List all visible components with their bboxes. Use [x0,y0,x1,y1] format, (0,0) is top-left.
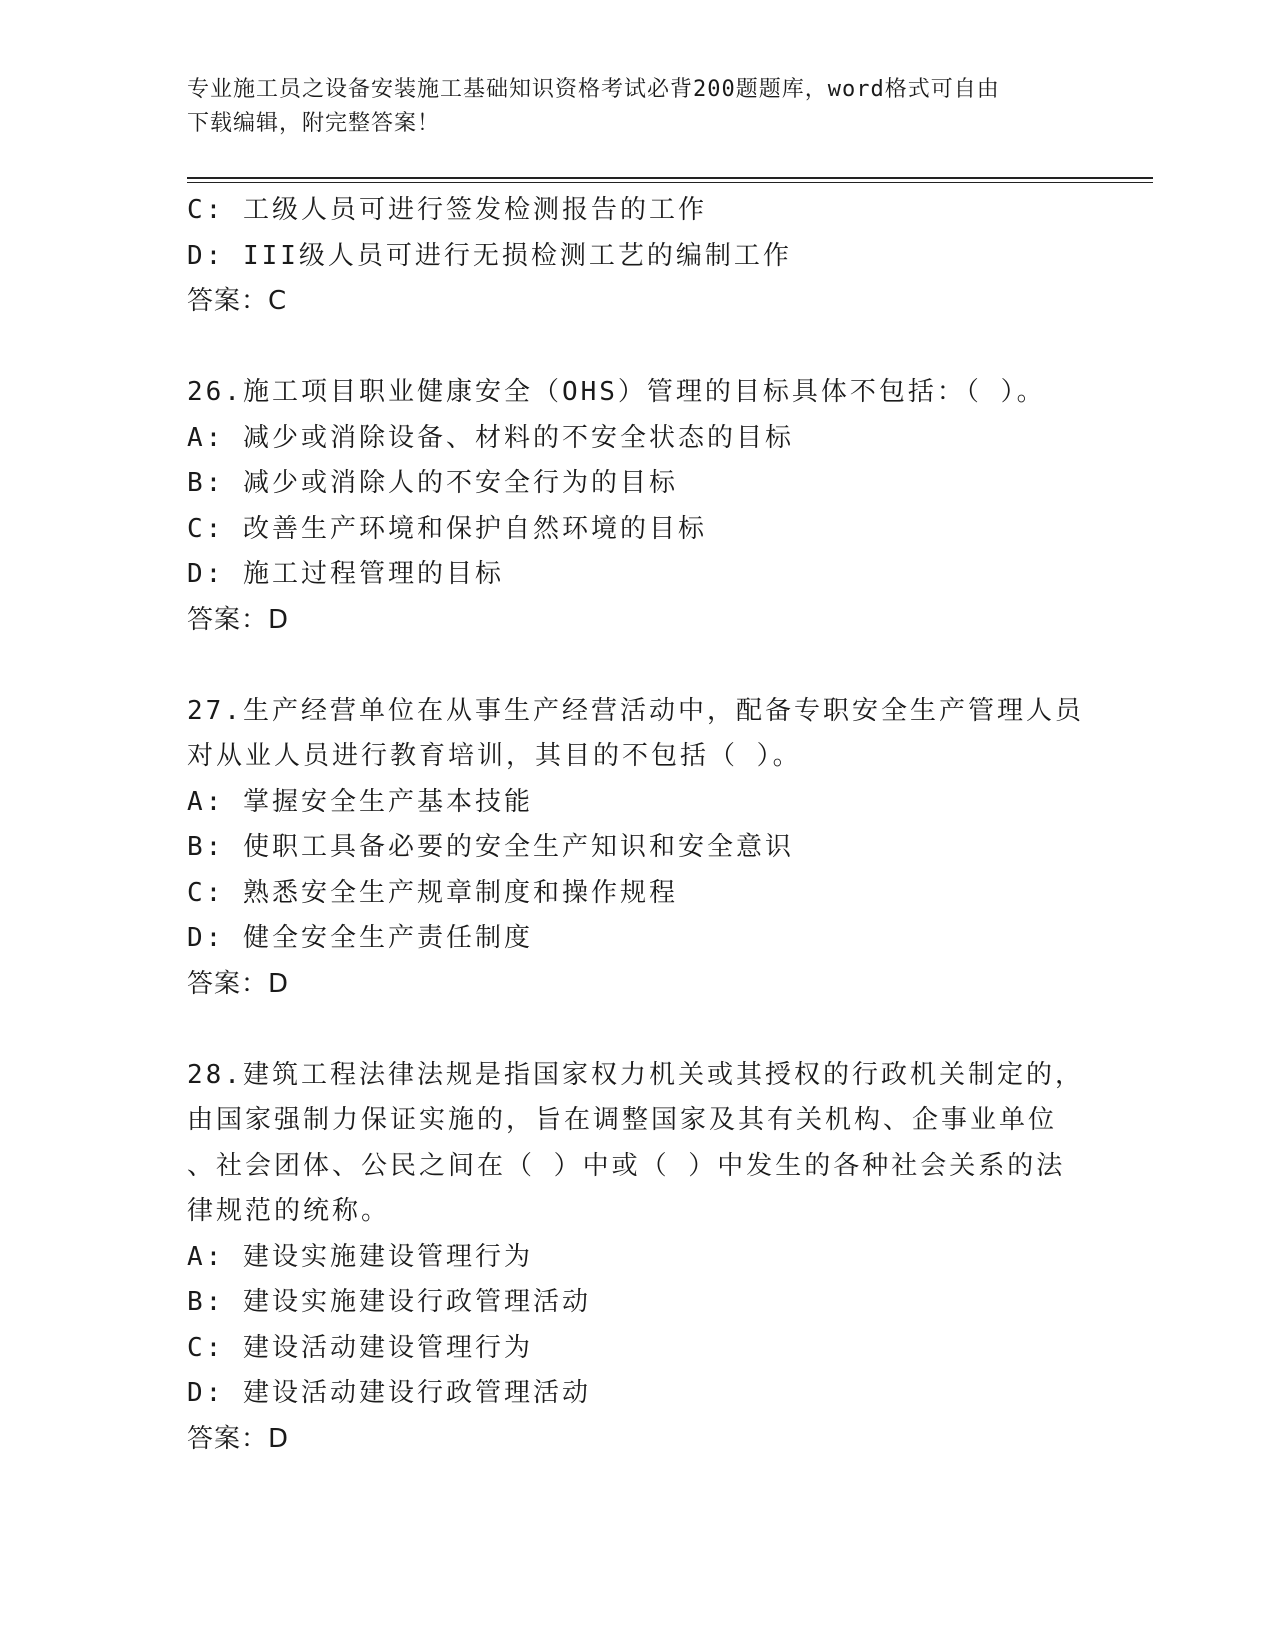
option-c: C: 建设活动建设管理行为 [187,1332,533,1363]
header-rule-thick [187,177,1153,179]
option-b: B: 减少或消除人的不安全行为的目标 [187,468,678,498]
question-28 [187,1053,1087,1463]
question-content [187,188,1087,1462]
option-c: C: 熟悉安全生产规章制度和操作规程 [187,877,678,908]
option-a: A: 建设实施建设管理行为 [187,1241,533,1272]
option-d: D: 建设活动建设行政管理活动 [187,1378,591,1408]
question-stem: 由国家强制力保证实施的，旨在调整国家及其有关机构、企事业单位 [187,1105,1058,1135]
option-c: C: 改善生产环境和保护自然环境的目标 [187,513,707,544]
header-title-line-2: 下载编辑，附完整答案！ [187,111,441,136]
question-stem: 、社会团体、公民之间在（ ）中或（ ）中发生的各种社会关系的法 [187,1150,1066,1181]
answer-line: 答案：D [187,604,290,635]
option-b: B: 建设实施建设行政管理活动 [187,1287,591,1317]
answer-line: 答案：D [187,968,290,999]
spacer [187,325,1087,371]
answer-line: 答案：D [187,1423,290,1454]
question-stem: 26.施工项目职业健康安全（OHS）管理的目标具体不包括：（ ）。 [187,377,1046,407]
carryover-block [187,188,1087,325]
spacer [187,1007,1087,1053]
spacer [187,643,1087,689]
question-26 [187,370,1087,643]
header-title-line-1: 专业施工员之设备安装施工基础知识资格考试必背200题题库，word格式可自由 [187,77,1000,102]
option-b: B: 使职工具备必要的安全生产知识和安全意识 [187,832,794,862]
question-stem: 对从业人员进行教育培训，其目的不包括（ ）。 [187,741,802,771]
question-stem: 律规范的统称。 [187,1196,391,1226]
answer-line: 答案：C [187,286,288,316]
option-d: D: 健全安全生产责任制度 [187,923,533,953]
option-d: D: 施工过程管理的目标 [187,559,504,589]
header-rule-thin [187,182,1153,183]
option-d: D: III级人员可进行无损检测工艺的编制工作 [187,240,792,271]
document-header [187,73,1087,141]
option-c: C: 工级人员可进行签发检测报告的工作 [187,195,707,225]
option-a: A: 掌握安全生产基本技能 [187,786,533,817]
question-27 [187,689,1087,1008]
question-stem: 28.建筑工程法律法规是指国家权力机关或其授权的行政机关制定的， [187,1059,1084,1090]
option-a: A: 减少或消除设备、材料的不安全状态的目标 [187,422,794,453]
question-stem: 27.生产经营单位在从事生产经营活动中，配备专职安全生产管理人员 [187,695,1084,726]
